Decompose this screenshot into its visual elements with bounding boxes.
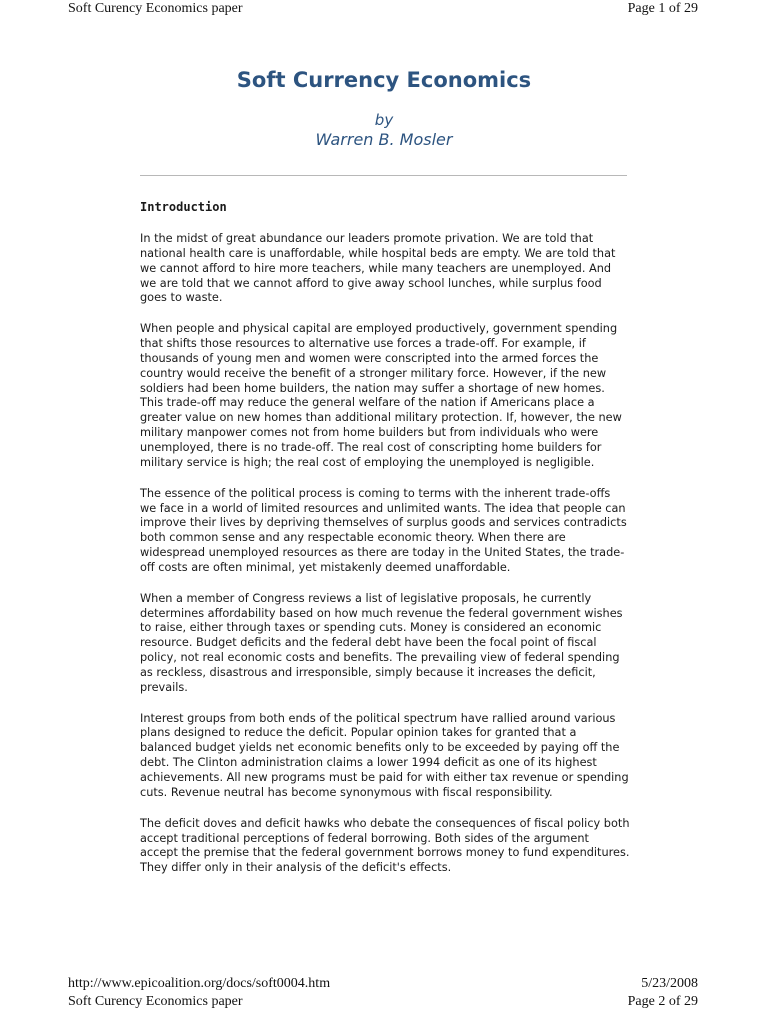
print-header bbox=[68, 0, 698, 20]
author-name: Warren B. Mosler bbox=[315, 130, 453, 149]
paragraph: In the midst of great abundance our leaders promote privation. We are told that national health care is unaffordable, while hospital beds are empty. We are told that we cannot afford to hire more teachers, while many teachers are unemployed. And we are told that we cannot afford to give away school lunches, while surplus food goes to waste. bbox=[140, 232, 616, 305]
byline-by: by bbox=[374, 111, 394, 129]
paragraph: The essence of the political process is coming to terms with the inherent trade-offs we face in a world of limited resources and unlimited wants. The idea that people can improve their lives by depriving themselves of surplus goods and services contradicts both common sense and any respectable economic theory. When there are widespread unemployed resources as there are today in the United States, the trade-off costs are often minimal, yet mistakenly deemed unaffordable. bbox=[140, 486, 627, 574]
document-title: Soft Currency Economics bbox=[236, 68, 532, 92]
horizontal-divider bbox=[140, 175, 627, 176]
footer-url-link[interactable]: http://www.epicoalition.org/docs/soft0004.htm bbox=[68, 976, 331, 991]
paragraph: Interest groups from both ends of the political spectrum have rallied around various plans designed to reduce the deficit. Popular opinion takes for granted that a balanced budget yields net economic benefits only to be exceeded by paying off the debt. The Clinton administration claims a lower 1994 deficit as one of its highest achievements. All new programs must be paid for with either tax revenue or spending cuts. Revenue neutral has become synonymous with fiscal responsibility. bbox=[140, 711, 629, 799]
paragraph: When people and physical capital are employed productively, government spending that shifts those resources to alternative use forces a trade-off. For example, if thousands of young men and women were conscripted into the armed forces the country would receive the benefit of a stronger military force. However, if the new soldiers had been home builders, the nation may suffer a shortage of new homes. This trade-off may reduce the general welfare of the nation if Americans place a greater value on new homes than additional military protection. If, however, the new military manpower comes not from home builders but from individuals who were unemployed, there is no trade-off. The real cost of conscripting home builders for military service is high; the real cost of employing the unemployed is negligible. bbox=[140, 322, 622, 469]
paragraph: When a member of Congress reviews a list of legislative proposals, he currently determines affordability based on how much revenue the federal government wishes to raise, either through taxes or spending cuts. Money is considered an economic resource. Budget deficits and the federal debt have been the focal point of fiscal policy, not real economic costs and benefits. The prevailing view of federal spending as reckless, disastrous and irresponsible, simply because it increases the deficit, prevails. bbox=[140, 591, 623, 694]
footer-title: Soft Curency Economics paper bbox=[68, 994, 243, 1009]
article-body bbox=[140, 198, 630, 892]
footer-page-number: Page 2 of 29 bbox=[627, 994, 698, 1009]
print-footer bbox=[68, 975, 698, 1015]
print-header-title: Soft Curency Economics paper bbox=[68, 1, 243, 16]
print-header-page-number: Page 1 of 29 bbox=[627, 1, 698, 16]
section-heading: Introduction bbox=[140, 200, 227, 214]
footer-date: 5/23/2008 bbox=[641, 976, 698, 991]
paragraph: The deficit doves and deficit hawks who debate the consequences of fiscal policy both accept traditional perceptions of federal borrowing. Both sides of the argument accept the premise that the federal government borrows money to fund expenditures. They differ only in their analysis of the deficit's effects. bbox=[140, 816, 630, 875]
